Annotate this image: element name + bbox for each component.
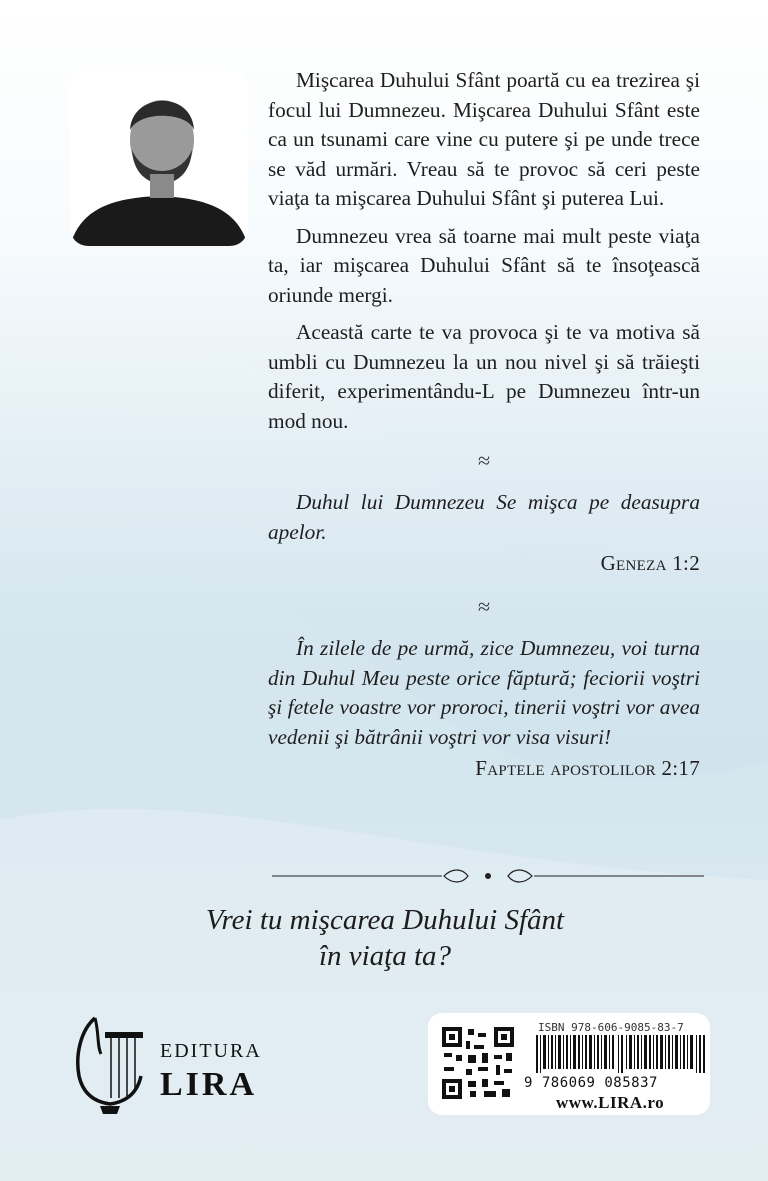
quote-reference: Faptele apostolilor 2:17 <box>475 756 700 780</box>
lyre-icon <box>65 1010 155 1120</box>
qr-code-icon <box>440 1025 516 1101</box>
paragraph: Dumnezeu vrea să toarne mai mult peste viaţa ta, iar mişcarea Duhului Sfânt să te însoţească oriunde mergi. <box>268 223 700 307</box>
tilde-ornament: ≈ <box>477 448 491 473</box>
ornamental-divider <box>272 866 704 886</box>
paragraph: Această carte te va provoca şi te va motiva să umbli cu Dumnezeu la un nou nivel şi să trăieşti diferit, experimentându-L pe Dumnezeu într-un mod nou. <box>268 320 700 433</box>
barcode-panel <box>428 1013 710 1115</box>
publisher-website: www.LIRA.ro <box>556 1093 665 1112</box>
question-line: Vrei tu mişcarea Duhului Sfânt <box>205 904 565 936</box>
author-photo <box>70 70 248 246</box>
isbn-label: ISBN 978-606-9085-83-7 <box>538 1021 684 1034</box>
barcode-icon <box>536 1035 706 1073</box>
quote-text: Duhul lui Dumnezeu Se mişca pe deasupra apelor. <box>268 490 700 544</box>
back-cover-text <box>268 66 700 781</box>
quote-text: În zilele de pe urmă, zice Dumnezeu, voi turna din Duhul Meu peste orice făptură; feciorii voştri şi fetele voastre vor proroci, tinerii voştri vor avea vedenii şi bătrânii voştri vor visa visuri! <box>268 636 700 749</box>
paragraph: Mişcarea Duhului Sfânt poartă cu ea trezirea şi focul lui Dumnezeu. Mişcarea Duhului Sfânt este ca un tsunami care vine cu putere şi pe unde trece se văd urmări. Vreau să te provoc să ceri peste viaţa ta mişcarea Duhului Sfânt şi puterea Lui. <box>268 68 700 210</box>
publisher-name: LIRA <box>160 1066 258 1103</box>
publisher-logo <box>65 1010 295 1120</box>
barcode-digits: 9 786069 085837 <box>524 1075 658 1091</box>
closing-question <box>130 902 640 974</box>
quote-reference: Geneza 1:2 <box>600 551 700 575</box>
question-line: în viaţa ta? <box>318 940 452 972</box>
publisher-label: EDITURA <box>160 1040 262 1062</box>
tilde-ornament: ≈ <box>477 594 491 619</box>
